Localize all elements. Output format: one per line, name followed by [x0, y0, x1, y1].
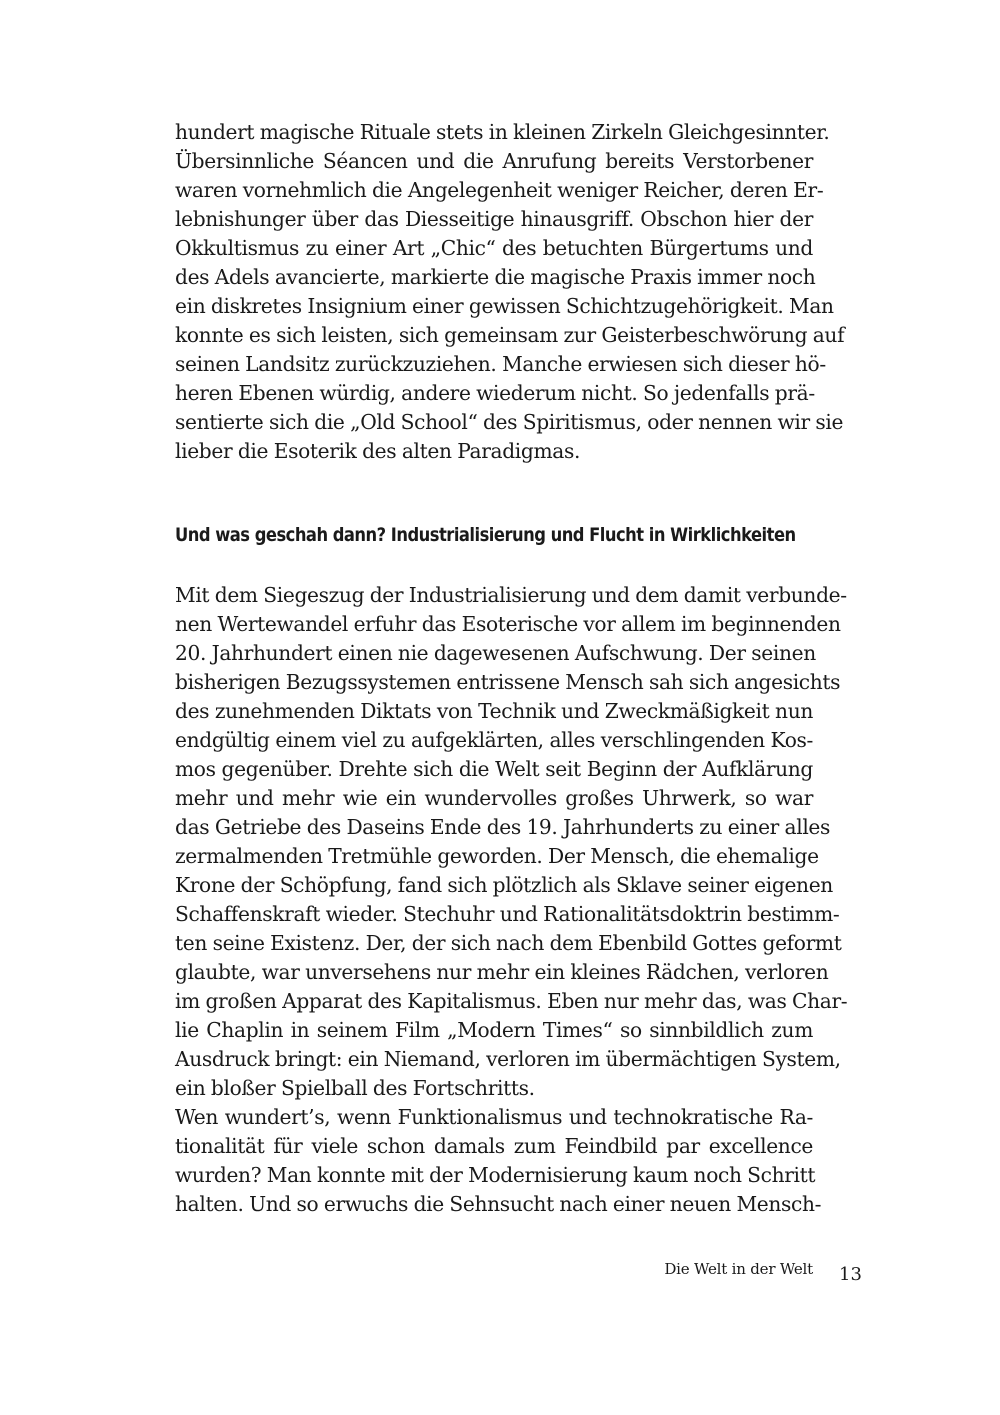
text-line: halten. Und so erwuchs die Sehnsucht nach einer neuen Mensch-: [175, 1192, 822, 1216]
text-line: Mit dem Siegeszug der Industrialisierung und dem damit verbunde-: [175, 583, 847, 607]
text-line: waren vornehmlich die Angelegenheit weniger Reicher, deren Er-: [175, 178, 824, 202]
paragraph: [175, 1103, 822, 1219]
page-number: 13: [839, 1264, 862, 1285]
text-line: Okkultismus zu einer Art „Chic“ des betuchten Bürgertums und: [175, 236, 813, 260]
text-line: glaubte, war unversehens nur mehr ein kleines Rädchen, verloren: [175, 960, 829, 984]
text-line: nen Wertewandel erfuhr das Esoterische vor allem im beginnenden: [175, 612, 841, 636]
text-line: seinen Landsitz zurückzuziehen. Manche erwiesen sich dieser hö-: [175, 352, 826, 376]
section-heading: Und was geschah dann? Industrialisierung und Flucht in Wirklichkeiten: [175, 524, 796, 546]
text-line: Schaffenskraft wieder. Stechuhr und Rationalitätsdoktrin bestimm-: [175, 902, 840, 926]
text-line: wurden? Man konnte mit der Modernisierung kaum noch Schritt: [175, 1163, 816, 1187]
text-line: mehr und mehr wie ein wundervolles großes Uhrwerk, so war: [175, 786, 813, 810]
text-line: ein diskretes Insignium einer gewissen Schichtzugehörigkeit. Man: [175, 294, 834, 318]
text-line: konnte es sich leisten, sich gemeinsam zur Geisterbeschwörung auf: [175, 323, 845, 347]
text-line: lieber die Esoterik des alten Paradigmas.: [175, 439, 581, 463]
text-line: lebnishunger über das Diesseitige hinausgriff. Obschon hier der: [175, 207, 813, 231]
text-line: sentierte sich die „Old School“ des Spiritismus, oder nennen wir sie: [175, 410, 844, 434]
text-line: des zunehmenden Diktats von Technik und Zweckmäßigkeit nun: [175, 699, 813, 723]
text-line: endgültig einem viel zu aufgeklärten, alles verschlingenden Kos-: [175, 728, 813, 752]
text-line: hundert magische Rituale stets in kleinen Zirkeln Gleichgesinnter.: [175, 120, 830, 144]
text-line: ten seine Existenz. Der, der sich nach dem Ebenbild Gottes geformt: [175, 931, 842, 955]
text-line: heren Ebenen würdig, andere wiederum nicht. So jedenfalls prä-: [175, 381, 815, 405]
running-footer-title: Die Welt in der Welt: [664, 1260, 813, 1278]
text-line: ein bloßer Spielball des Fortschritts.: [175, 1076, 535, 1100]
text-line: im großen Apparat des Kapitalismus. Eben nur mehr das, was Char-: [175, 989, 848, 1013]
text-line: Krone der Schöpfung, fand sich plötzlich als Sklave seiner eigenen: [175, 873, 833, 897]
text-line: 20. Jahrhundert einen nie dagewesenen Aufschwung. Der seinen: [175, 641, 816, 665]
text-line: tionalität für viele schon damals zum Feindbild par excellence: [175, 1134, 813, 1158]
paragraph-continued: [175, 118, 845, 466]
text-line: mos gegenüber. Drehte sich die Welt seit Beginn der Aufklärung: [175, 757, 813, 781]
paragraph: [175, 581, 848, 1103]
text-line: Übersinnliche Séancen und die Anrufung bereits Verstorbener: [175, 149, 813, 173]
text-line: das Getriebe des Daseins Ende des 19. Jahrhunderts zu einer alles: [175, 815, 831, 839]
text-line: des Adels avancierte, markierte die magische Praxis immer noch: [175, 265, 816, 289]
text-line: Ausdruck bringt: ein Niemand, verloren im übermächtigen System,: [175, 1047, 841, 1071]
text-line: lie Chaplin in seinem Film „Modern Times“ so sinnbildlich zum: [175, 1018, 813, 1042]
text-line: zermalmenden Tretmühle geworden. Der Mensch, die ehemalige: [175, 844, 819, 868]
text-line: Wen wundert’s, wenn Funktionalismus und technokratische Ra-: [175, 1105, 813, 1129]
text-line: bisherigen Bezugssystemen entrissene Mensch sah sich angesichts: [175, 670, 841, 694]
